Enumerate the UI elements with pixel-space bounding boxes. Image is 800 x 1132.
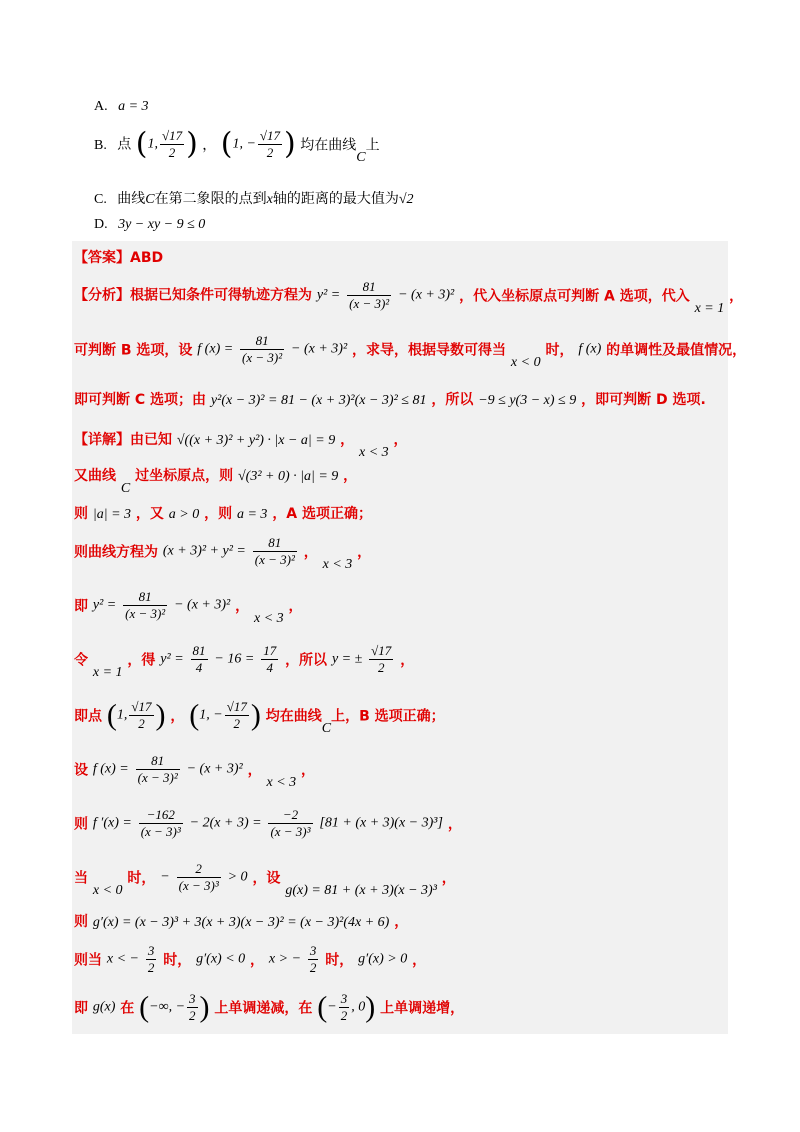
math-expression: g′(x) > 0	[358, 951, 408, 967]
text: ，所以	[285, 652, 328, 669]
text: 上单调递增，	[380, 1000, 465, 1017]
math-expression: 1, −	[199, 707, 223, 723]
numerator: √17	[131, 699, 152, 714]
denominator: 2	[233, 716, 241, 731]
option-text: 点	[117, 136, 132, 153]
analysis-line-2	[74, 333, 746, 371]
denominator: 4	[266, 660, 273, 675]
option-a[interactable]	[94, 98, 149, 115]
text: 时，	[325, 952, 354, 969]
option-label: C.	[94, 192, 107, 207]
fraction	[240, 333, 284, 366]
numerator: 17	[263, 643, 277, 658]
fraction	[136, 753, 180, 786]
text: 又曲线	[74, 468, 116, 484]
text: 则	[74, 914, 88, 930]
numerator: 3	[309, 943, 317, 958]
math-expression: x < 3	[253, 610, 284, 626]
paren: )	[186, 126, 198, 162]
fraction	[160, 128, 184, 161]
text: 则当	[74, 952, 102, 969]
variable: x	[266, 192, 273, 207]
text: ，	[235, 598, 250, 615]
denominator: (x − 3)²	[125, 606, 166, 621]
text: 即点	[74, 708, 102, 725]
detail-line-9	[74, 807, 462, 840]
text: ，	[412, 952, 427, 969]
denominator: 2	[340, 1008, 348, 1023]
fraction	[123, 589, 167, 622]
curve-symbol: C	[120, 481, 131, 496]
paren: (	[220, 126, 233, 162]
math-expression: > 0	[227, 869, 248, 885]
numerator: √17	[226, 699, 247, 714]
option-b[interactable]	[94, 128, 380, 166]
text: 即可判断 C 选项；由	[74, 392, 207, 408]
denominator: 2	[138, 716, 145, 731]
detail-line-3	[74, 503, 372, 523]
text: ，A 选项正确；	[272, 506, 373, 522]
text: ，	[170, 708, 185, 725]
numerator: 3	[189, 991, 196, 1006]
math-expression: x < 3	[266, 774, 297, 790]
math-expression: − (x + 3)²	[291, 341, 348, 357]
math-expression: 1,	[116, 707, 128, 723]
math-expression: y² =	[92, 597, 117, 613]
denominator: (x − 3)²	[242, 350, 283, 365]
fraction	[258, 128, 282, 161]
paren: )	[250, 698, 261, 732]
denominator: (x − 3)³	[270, 824, 311, 839]
math-expression: x = 1	[92, 664, 123, 680]
math-expression: [81 + (x + 3)(x − 3)³]	[319, 815, 443, 831]
detail-line-2	[74, 465, 357, 497]
math-expression: x < 3	[322, 556, 353, 572]
analysis-line-1	[74, 279, 743, 317]
paren: (	[106, 698, 117, 732]
option-c[interactable]	[94, 188, 414, 208]
text: ，得	[127, 652, 156, 669]
text: ，	[247, 762, 262, 779]
fraction	[129, 699, 153, 732]
detail-line-12	[74, 943, 426, 976]
text: 即	[74, 598, 88, 615]
option-label: B.	[94, 137, 107, 153]
math-expression: x < 3	[358, 445, 389, 460]
math-expression: x < −	[106, 951, 139, 967]
math-expression: − (x + 3)²	[186, 761, 243, 777]
text: ，又	[135, 506, 164, 522]
analysis-line-3	[74, 389, 706, 409]
math-expression: −∞, −	[149, 999, 186, 1015]
detail-line-5	[74, 589, 303, 627]
denominator: 4	[195, 660, 203, 675]
text: ，	[288, 598, 303, 615]
fraction	[191, 643, 208, 676]
text: 则曲线方程为	[74, 544, 158, 561]
text: ，	[394, 914, 409, 930]
numerator: √17	[259, 128, 281, 143]
paren: )	[155, 698, 166, 732]
denominator: (x − 3)²	[254, 552, 295, 567]
text: 在	[120, 1000, 135, 1017]
math-expression: f (x) =	[197, 341, 234, 357]
numerator: 81	[123, 589, 167, 606]
math-expression: −9 ≤ y(3 − x) ≤ 9	[478, 393, 577, 408]
fraction	[369, 643, 393, 676]
text: 可判断 B 选项，设	[74, 342, 193, 359]
text: ，	[357, 544, 372, 561]
math-expression: (x + 3)² + y² =	[162, 543, 246, 559]
option-text: 轴的距离的最大值为	[272, 191, 399, 207]
math-expression: f (x)	[578, 341, 602, 357]
detail-line-13	[74, 991, 464, 1024]
math-expression: 1, −	[232, 136, 256, 152]
fraction	[146, 943, 157, 976]
math-expression: |a| = 3	[92, 507, 132, 522]
math-expression: g(x)	[92, 999, 116, 1015]
curve-symbol: C	[356, 149, 366, 165]
numerator: √17	[371, 643, 392, 658]
math-expression: f (x) =	[92, 761, 129, 777]
text: ，设	[252, 870, 281, 887]
math-expression: 1,	[147, 136, 158, 152]
denominator: (x − 3)³	[178, 878, 219, 893]
text: ，	[441, 870, 456, 887]
fraction	[177, 861, 221, 894]
text: 当	[74, 870, 88, 887]
paren: (	[317, 990, 328, 1024]
math-expression: g(x) = 81 + (x + 3)(x − 3)³	[285, 882, 437, 898]
denominator: 2	[147, 960, 155, 975]
answer-line: 【答案】ABD	[74, 250, 164, 266]
denominator: 2	[266, 145, 274, 160]
numerator: 81	[347, 279, 391, 296]
text: 时，	[163, 952, 192, 969]
text: 则	[74, 816, 88, 833]
detail-line-10	[74, 861, 456, 899]
math-expression: x > −	[268, 951, 302, 967]
option-text: 在第二象限的点到	[154, 191, 267, 207]
curve-symbol: C	[145, 192, 155, 207]
fraction	[187, 991, 198, 1024]
numerator: √17	[161, 128, 183, 143]
math-expression: , 0	[351, 999, 366, 1015]
denominator: (x − 3)²	[137, 770, 178, 785]
text: 过坐标原点，则	[135, 468, 234, 484]
text: 【详解】由已知	[74, 432, 172, 448]
math-expression: − (x + 3)²	[398, 287, 455, 303]
fraction	[347, 279, 391, 312]
text: ，即可判断 D 选项.	[581, 392, 706, 408]
text: ，求导，根据导数可得当	[352, 342, 507, 359]
math-expression: √((x + 3)² + y²) · |x − a| = 9	[176, 433, 336, 448]
detail-line-4	[74, 535, 371, 573]
numerator: 81	[192, 643, 206, 658]
text: 则	[74, 506, 88, 522]
fraction	[261, 643, 278, 676]
denominator: (x − 3)²	[349, 296, 390, 311]
text: 时，	[545, 342, 574, 359]
option-text: 均在曲线	[300, 137, 357, 154]
detail-line-7	[74, 699, 445, 737]
paren: )	[199, 990, 210, 1024]
detail-line-8	[74, 753, 315, 791]
math-expression: −	[327, 999, 337, 1015]
math-expression: x < 0	[510, 354, 541, 370]
math-expression: g′(x) = (x − 3)³ + 3(x + 3)(x − 3)² = (x − 3)²(4x + 6)	[92, 915, 390, 930]
text: ，则	[204, 506, 233, 522]
math-expression: y²(x − 3)² = 81 − (x + 3)²(x − 3)² ≤ 81	[210, 393, 427, 408]
fraction	[139, 807, 183, 840]
numerator: 3	[147, 943, 155, 958]
fraction	[308, 943, 319, 976]
denominator: 2	[189, 1008, 196, 1023]
separator: ，	[202, 137, 217, 154]
math-expression: √2	[398, 192, 414, 207]
math-expression: − 16 =	[214, 651, 255, 667]
math-expression: y = ±	[331, 651, 363, 667]
denominator: 2	[168, 145, 176, 160]
math-expression: g′(x) < 0	[196, 951, 246, 967]
fraction	[268, 807, 312, 840]
text: ，	[400, 652, 415, 669]
text: ，	[447, 816, 462, 833]
paren: )	[284, 126, 296, 162]
math-expression: y² =	[160, 651, 184, 667]
denominator: 2	[309, 960, 317, 975]
option-text: 上	[365, 137, 380, 154]
math-expression: − (x + 3)²	[174, 597, 231, 613]
math-expression: a = 3	[236, 507, 268, 522]
math-expression: − 2(x + 3) =	[189, 815, 262, 831]
detail-line-11	[74, 911, 408, 931]
fraction	[253, 535, 297, 568]
solution-panel	[72, 241, 747, 1034]
math-expression: √(3² + 0) · |a| = 9	[237, 469, 339, 484]
text: 令	[74, 652, 88, 669]
numerator: 81	[240, 333, 284, 350]
numerator: 81	[253, 535, 297, 552]
paren: (	[139, 990, 150, 1024]
math-expression: x = 1	[694, 300, 725, 316]
detail-line-1	[74, 429, 408, 461]
math-expression: f ′(x) =	[92, 815, 132, 831]
numerator: −2	[268, 807, 312, 824]
text: ，	[393, 432, 408, 448]
math-expression: −	[160, 869, 170, 885]
text: 上单调递减，在	[214, 1000, 313, 1017]
text: ，	[303, 544, 318, 561]
numerator: −162	[139, 807, 183, 824]
text: ，	[729, 288, 744, 305]
numerator: 81	[136, 753, 180, 770]
math-expression: x < 0	[92, 882, 123, 898]
text: ，	[340, 432, 355, 448]
text: ，所以	[431, 392, 474, 408]
text: ，代入坐标原点可判断 A 选项，代入	[459, 288, 690, 305]
numerator: 2	[177, 861, 221, 878]
option-text: 曲线	[117, 191, 146, 207]
detail-line-6	[74, 643, 414, 681]
fraction	[339, 991, 350, 1024]
text: 均在曲线	[265, 708, 322, 725]
math-expression: 3y − xy − 9 ≤ 0	[118, 217, 206, 232]
text: 的单调性及最值情况，	[606, 342, 747, 359]
numerator: 3	[340, 991, 348, 1006]
option-d[interactable]	[94, 216, 205, 233]
text: 设	[74, 762, 88, 779]
math-expression: a = 3	[118, 99, 149, 114]
text: 上，B 选项正确；	[331, 708, 445, 725]
math-expression: y² =	[316, 287, 341, 303]
option-label: D.	[94, 217, 108, 232]
text: ，	[250, 952, 265, 969]
text: ，	[343, 468, 358, 484]
text: 【分析】根据已知条件可得轨迹方程为	[74, 287, 312, 304]
fraction	[225, 699, 249, 732]
text: ，	[301, 762, 316, 779]
text: 即	[74, 1000, 88, 1017]
paren: )	[365, 990, 376, 1024]
denominator: 2	[377, 660, 385, 675]
option-label: A.	[94, 99, 108, 114]
curve-symbol: C	[321, 720, 332, 736]
paren: (	[135, 126, 148, 162]
math-expression: a > 0	[168, 507, 200, 522]
text: 时，	[127, 870, 156, 887]
paren: (	[189, 698, 200, 732]
denominator: (x − 3)³	[140, 824, 181, 839]
